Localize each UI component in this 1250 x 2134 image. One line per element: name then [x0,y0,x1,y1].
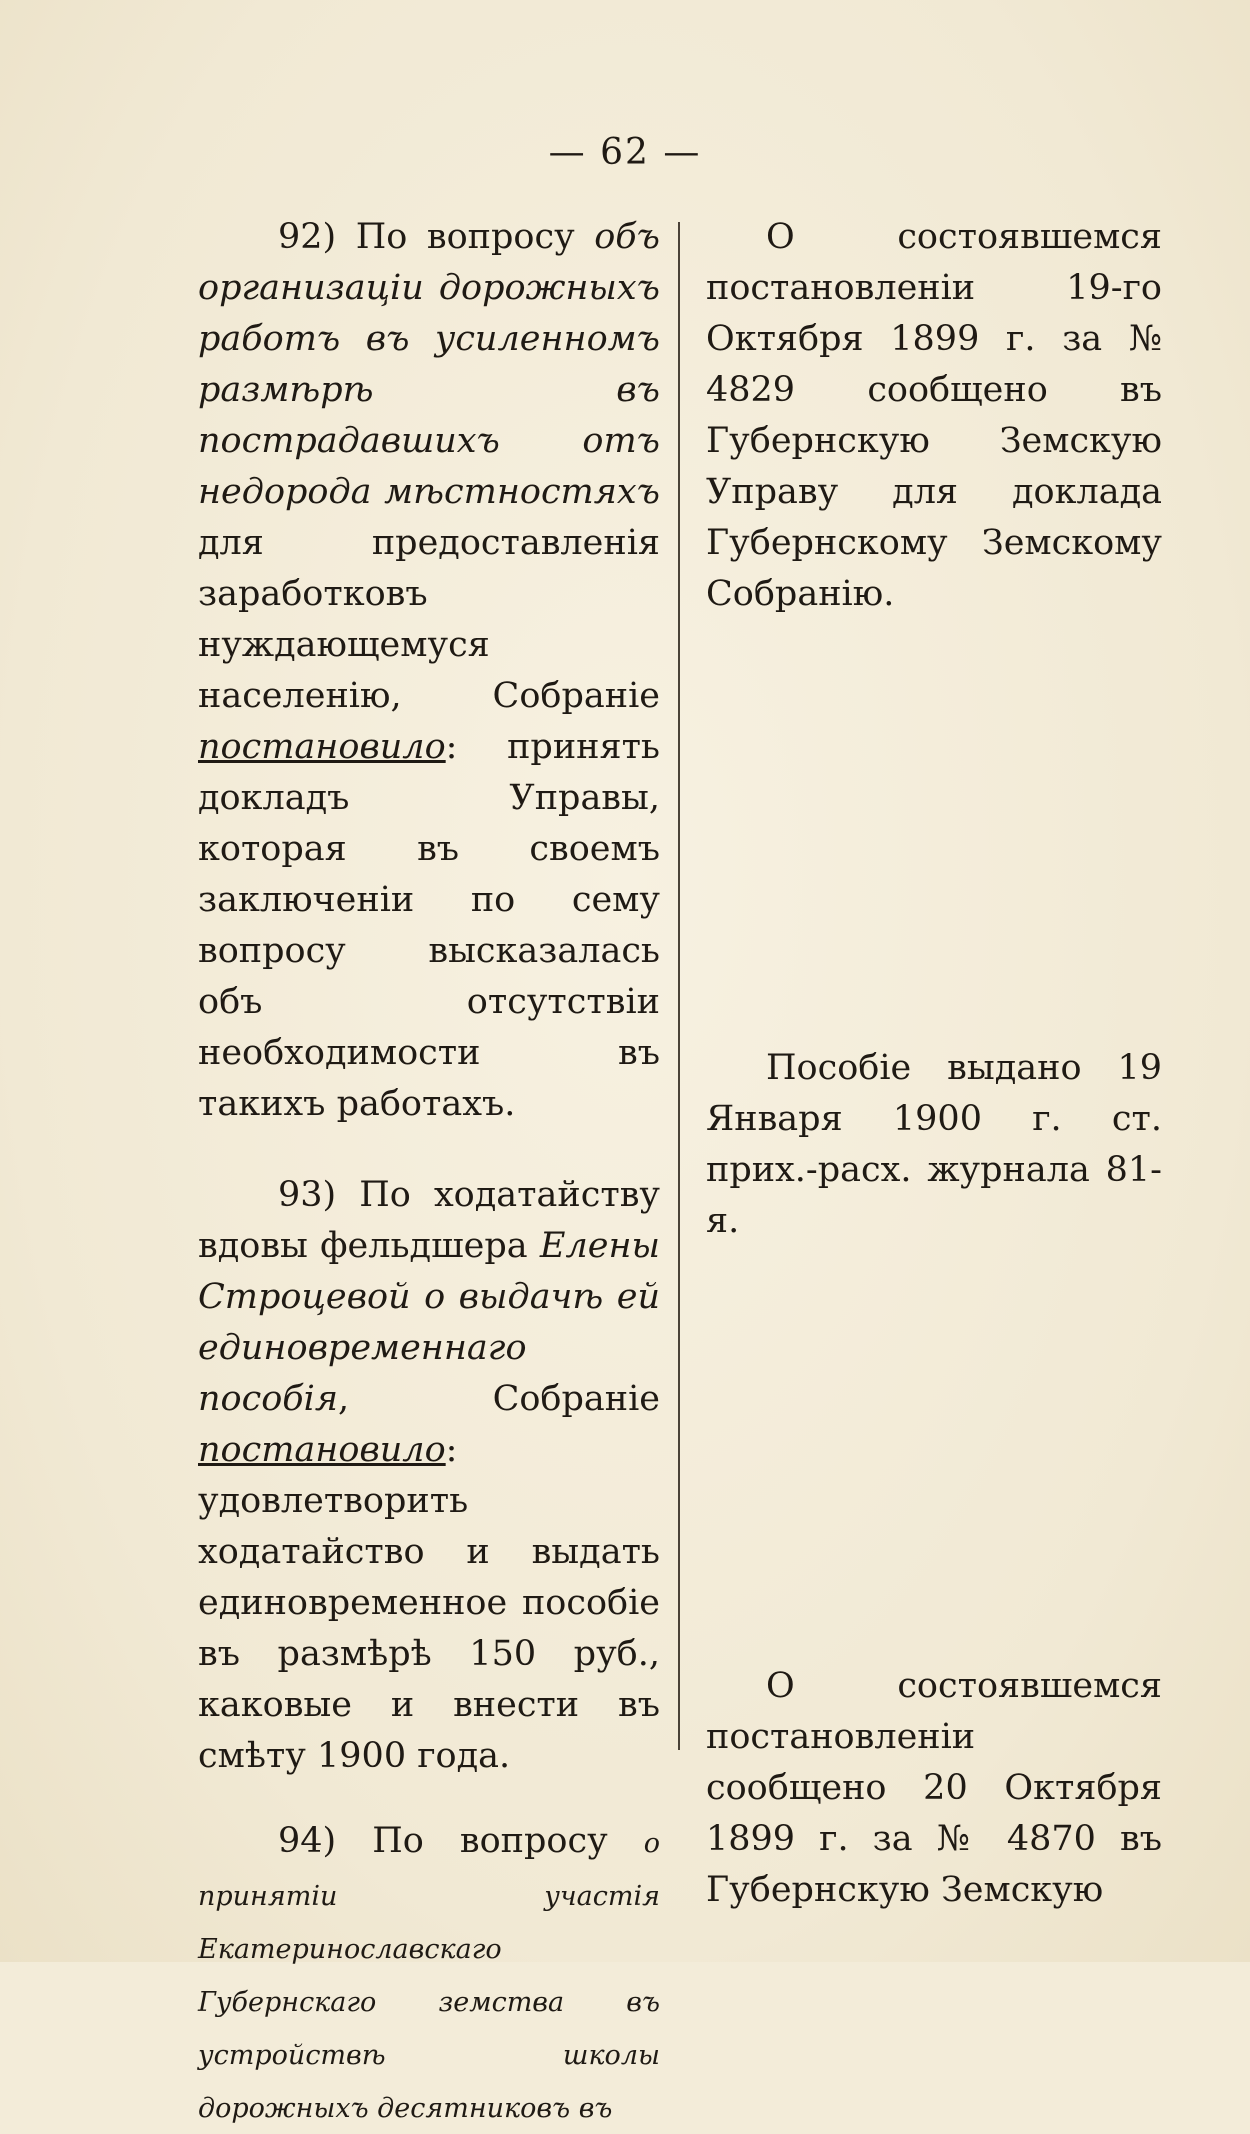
paragraph-text: По вопросу [336,217,595,257]
paragraph-number: 94) [278,1821,337,1861]
paragraph-92 [198,212,660,1130]
resolution-word: постановило [198,727,446,767]
paragraph-text: По вопросу [336,1821,644,1861]
paragraph-number: 92) [278,217,337,257]
paragraph-number: 93) [278,1175,337,1215]
right-column [706,212,1162,1916]
margin-note-92: О состоявшемся постановленiи 19-го Октября 1899 г. за № 4829 сообщено въ Губернскую Земскую Управу для доклада Губернскому Земскому Собранiю. [706,217,1162,614]
paragraph-93 [198,1170,660,1782]
paragraph-text: , Собранiе [338,1379,660,1419]
left-column [198,212,660,2134]
paragraph-text: : принять докладъ Управы, которая въ своемъ заключенiи по сему вопросу высказалась объ отсутствiи необходимости въ такихъ работахъ. [198,727,660,1124]
paragraph-text: : удовлетворить ходатайство и выдать единовременное пособiе въ размѣрѣ 150 руб., каковые и внести въ смѣту 1900 года. [198,1430,660,1776]
paragraph-94 [198,1816,660,2134]
margin-note-93: Пособiе выдано 19 Января 1900 г. ст. прих.-расх. журнала 81-я. [706,1048,1162,1241]
paragraph-text: По ходатайству вдовы фельдшера [198,1175,660,1266]
paragraph-subject: о принятiи участiя Екатеринославскаго Губернскаго земства въ устройствѣ школы дорожныхъ десятниковъ въ [198,1828,660,2124]
paragraph-subject: Елены Строцевой о выдачѣ ей единовременнаго пособiя [198,1226,660,1419]
column-divider [678,222,680,1750]
paragraph-subject: объ организацiи дорожныхъ работъ въ усиленномъ размѣрѣ въ пострадавшихъ отъ недорода мѣстностяхъ [198,217,660,512]
resolution-word: постановило [198,1430,446,1470]
page-number: — 62 — [548,132,702,173]
paragraph-text: для предоставленiя заработковъ нуждающемуся населенiю, Собранiе [198,523,660,716]
margin-note-94: О состоявшемся постановленiи сообщено 20 Октября 1899 г. за № 4870 въ Губернскую Земскую [706,1666,1162,1910]
